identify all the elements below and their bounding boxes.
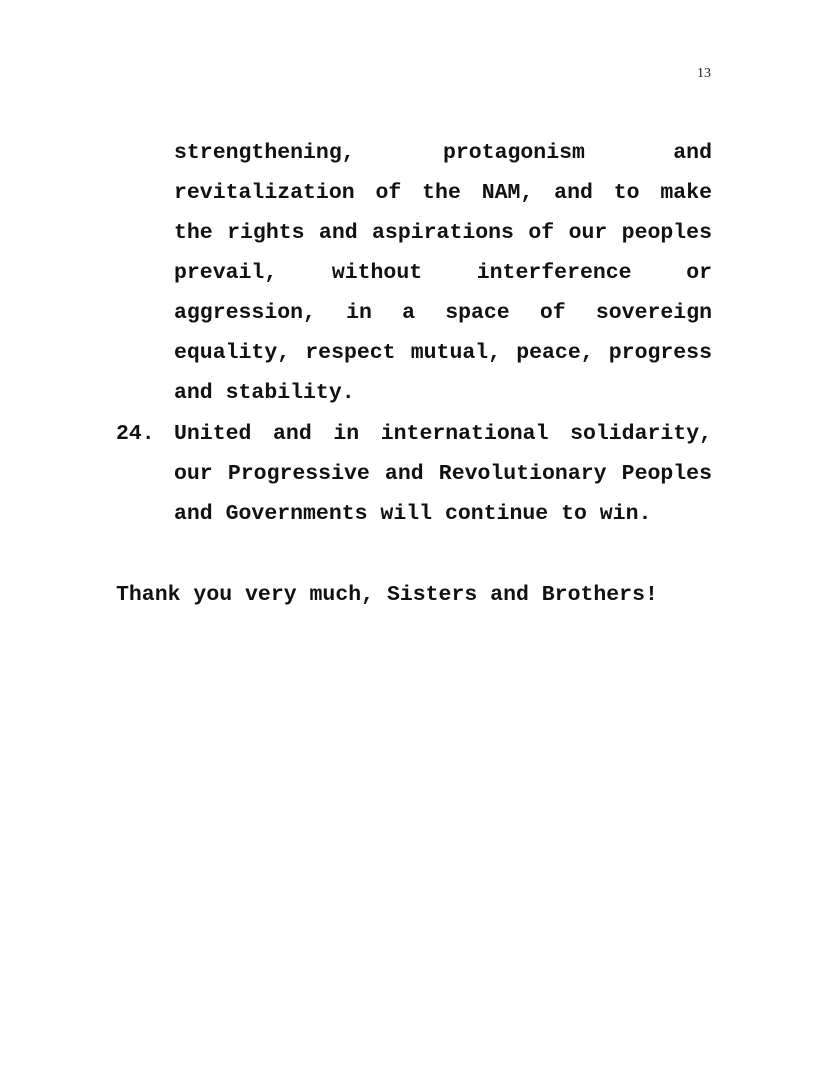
page-number: 13 — [697, 66, 711, 81]
numbered-paragraph-24 — [116, 414, 712, 534]
continuation-paragraph: strengthening, protagonism and revitalization of the NAM, and to make the rights and aspirations of our peoples prevail, without interference or aggression, in a space of sovereign equality, respect mutual, peace, progress and stability. — [174, 141, 712, 405]
paragraph-number: 24. — [116, 422, 155, 446]
closing-line: Thank you very much, Sisters and Brothers! — [116, 583, 658, 607]
paragraph-body: United and in international solidarity, our Progressive and Revolutionary Peoples and Governments will continue to win. — [174, 422, 712, 526]
